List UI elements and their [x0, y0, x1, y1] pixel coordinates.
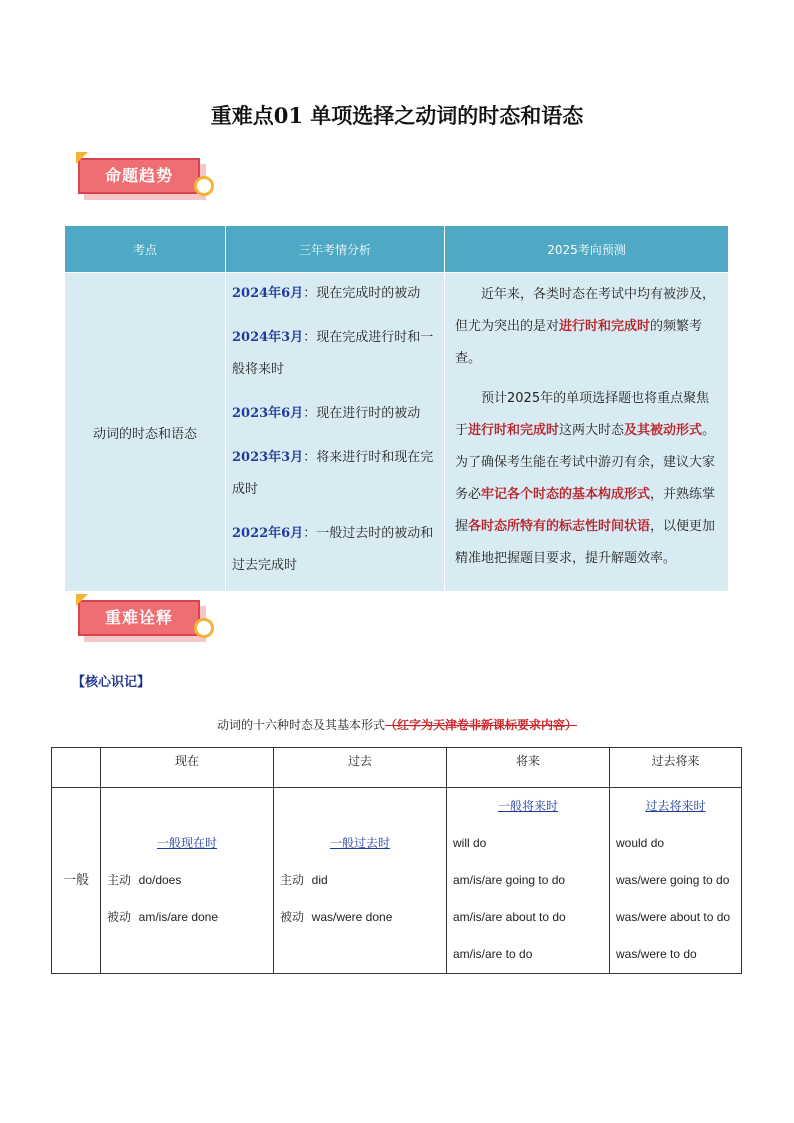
- tense-table: [51, 747, 742, 974]
- prediction-text: ，以便更加精准地把握题目要求，提升解题效率。: [455, 519, 716, 566]
- prediction-text: 近年来，各类时态在考试中均有被涉及，但尤为突出的是对: [455, 287, 716, 334]
- highlight-text: 进行时和完成时: [559, 319, 651, 334]
- form-label: 被动: [280, 910, 305, 924]
- section-badge-trend: [76, 156, 212, 204]
- tense-name: 一般现在时: [156, 836, 217, 850]
- badge-flag-icon: [76, 152, 88, 164]
- form-value: was/were about to do: [616, 910, 731, 924]
- header-prediction: 2025考向预测: [445, 226, 729, 273]
- header-present: 现在: [101, 748, 274, 788]
- section-badge-explain: [76, 598, 212, 646]
- tense-name: 一般将来时: [497, 799, 558, 813]
- form-value: am/is/are to do: [453, 947, 533, 961]
- active-form: [280, 862, 440, 899]
- form-value: was/were going to do: [616, 873, 730, 887]
- badge-label: 命题趋势: [78, 158, 200, 194]
- page-title: 重难点01 单项选择之动词的时态和语态: [210, 103, 584, 128]
- prediction-text: 这两大时态: [559, 423, 625, 438]
- analysis-year: 2023年3月: [232, 450, 304, 465]
- analysis-text: ：现在进行时的被动: [303, 406, 421, 421]
- badge-ring-icon: [194, 618, 214, 638]
- highlight-text: 各时态所特有的标志性时间状语: [468, 519, 651, 534]
- analysis-year: 2024年6月: [232, 286, 304, 301]
- analysis-item: [232, 442, 438, 506]
- form-value: would do: [616, 836, 665, 850]
- highlight-text: 及其被动形式: [624, 423, 703, 438]
- form-value: am/is/are going to do: [453, 873, 566, 887]
- form-value: am/is/are done: [138, 910, 219, 924]
- form-label: 主动: [280, 873, 305, 887]
- form-value: will do: [453, 836, 487, 850]
- analysis-year: 2023年6月: [232, 406, 304, 421]
- analysis-text: ：将来进行时和现在完成时: [232, 450, 434, 497]
- analysis-year: 2022年6月: [232, 526, 304, 541]
- prediction-text: ，并熟练掌握: [455, 487, 716, 534]
- topic-cell: 动词的时态和语态: [65, 273, 226, 592]
- analysis-text: ：现在完成进行时和一般将来时: [232, 330, 434, 377]
- table-caption: [0, 716, 794, 733]
- analysis-text: ：一般过去时的被动和过去完成时: [232, 526, 434, 573]
- caption-note: （红字为天津卷非新课标要求内容）: [385, 718, 578, 732]
- cell-future: [447, 788, 610, 974]
- form-value: did: [311, 873, 328, 887]
- highlight-text: 牢记各个时态的基本构成形式: [481, 487, 651, 502]
- prediction-text: 预计2025年的单项选择题也将重点聚焦于: [455, 391, 710, 438]
- header-analysis: 三年考情分析: [226, 226, 445, 273]
- badge-flag-icon: [76, 594, 88, 606]
- badge-label: 重难诠释: [78, 600, 200, 636]
- caption-main: 动词的十六种时态及其基本形式: [216, 718, 385, 732]
- passive-form: [280, 899, 440, 936]
- prediction-text: 。为了确保考生能在考试中游刃有余，建议大家务必: [455, 423, 716, 502]
- header-topic: 考点: [65, 226, 226, 273]
- prediction-paragraph-2: [455, 383, 718, 575]
- form-value: do/does: [138, 873, 182, 887]
- prediction-text: 的频繁考查。: [455, 319, 703, 366]
- passive-form: [107, 899, 267, 936]
- row-label: 一般: [52, 788, 101, 974]
- active-form: [107, 862, 267, 899]
- form-value: was/were done: [311, 910, 393, 924]
- header-past: 过去: [274, 748, 447, 788]
- form-value: am/is/are about to do: [453, 910, 566, 924]
- prediction-cell: [445, 273, 729, 592]
- cell-present: [101, 788, 274, 974]
- header-past-future: 过去将来: [610, 748, 742, 788]
- analysis-cell: [226, 273, 445, 592]
- corner-header: [52, 748, 101, 788]
- form-label: 被动: [107, 910, 132, 924]
- trend-table: [64, 225, 729, 592]
- header-future: 将来: [447, 748, 610, 788]
- tense-name: 一般过去时: [329, 836, 390, 850]
- cell-past: [274, 788, 447, 974]
- analysis-item: [232, 278, 438, 310]
- prediction-paragraph-1: [455, 279, 718, 375]
- analysis-item: [232, 518, 438, 582]
- analysis-text: ：现在完成时的被动: [303, 286, 421, 301]
- form-label: 主动: [107, 873, 132, 887]
- core-label: 【核心识记】: [72, 675, 151, 690]
- analysis-item: [232, 398, 438, 430]
- tense-name: 过去将来时: [645, 799, 706, 813]
- form-value: was/were to do: [616, 947, 697, 961]
- cell-past-future: [610, 788, 742, 974]
- analysis-year: 2024年3月: [232, 330, 304, 345]
- badge-ring-icon: [194, 176, 214, 196]
- highlight-text: 进行时和完成时: [468, 423, 560, 438]
- analysis-item: [232, 322, 438, 386]
